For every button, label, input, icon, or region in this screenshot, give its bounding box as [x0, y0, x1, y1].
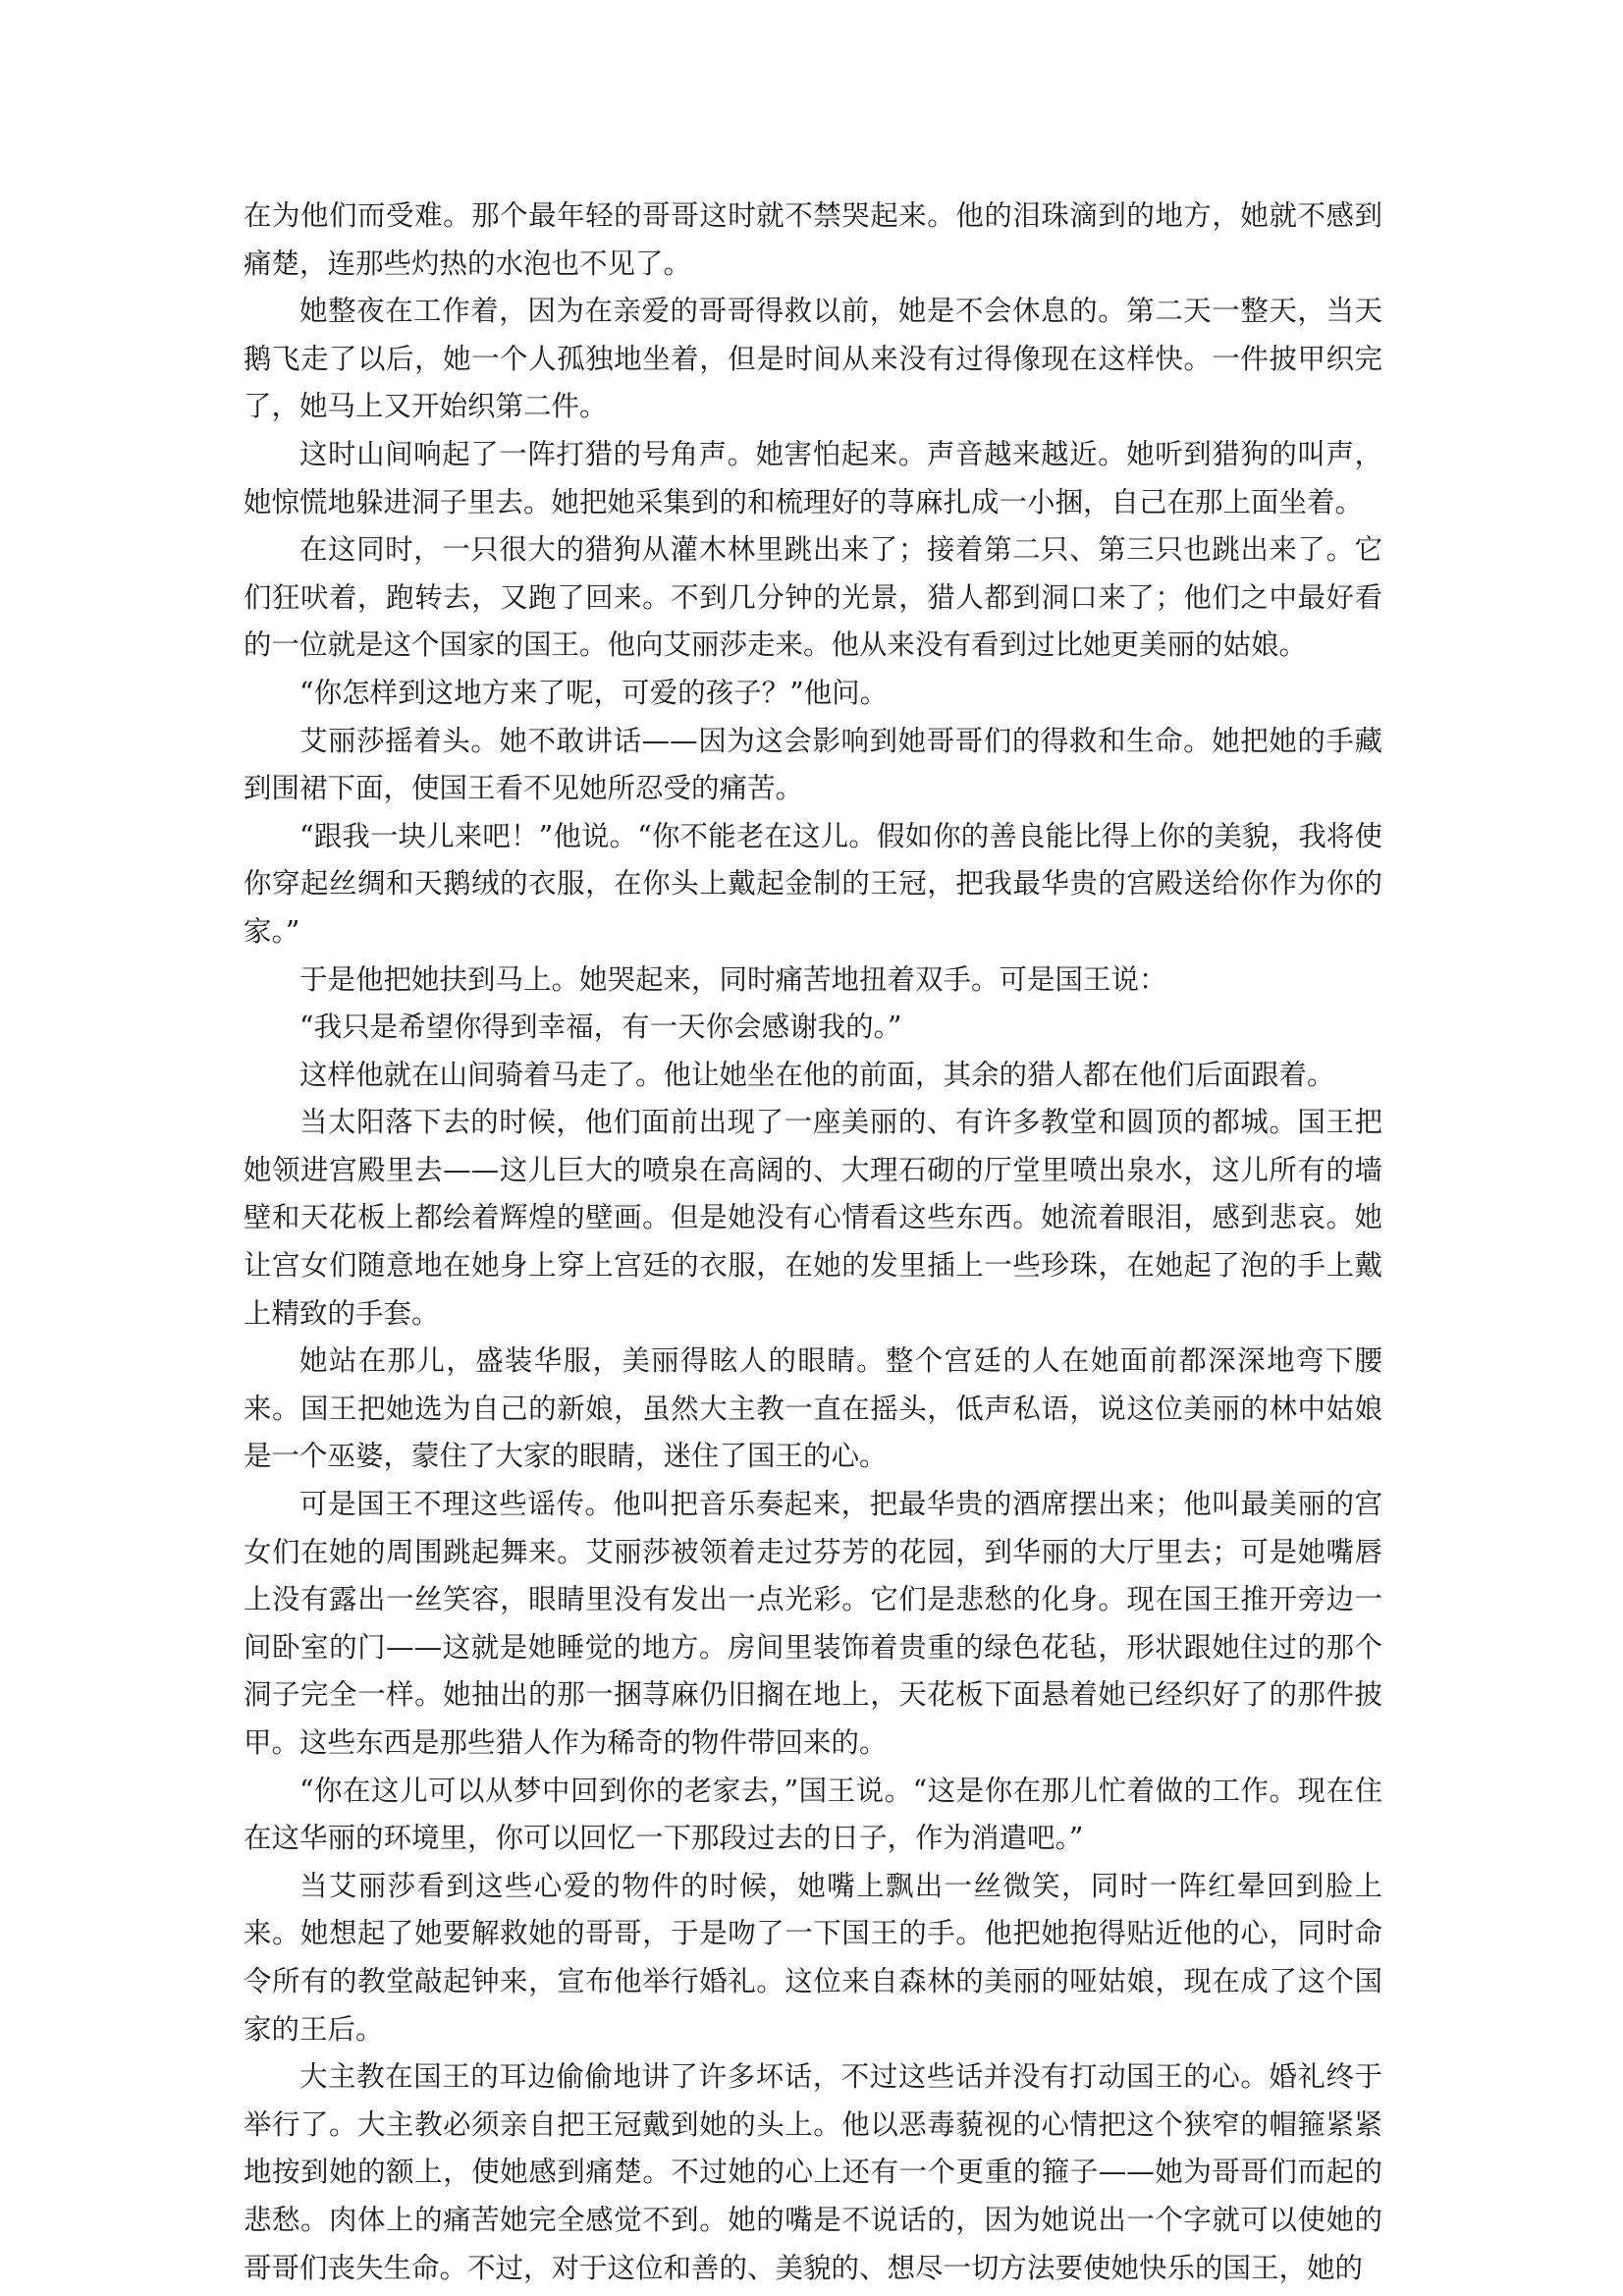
document-page: [243, 192, 1382, 2292]
paragraph-9: “我只是希望你得到幸福，有一天你会感谢我的。”: [299, 1011, 902, 1044]
paragraph-10: 这样他就在山间骑着马走了。他让她坐在他的前面，其余的猎人都在他们后面跟着。: [299, 1058, 1335, 1091]
paragraph-1: 在为他们而受难。那个最年轻的哥哥这时就不禁哭起来。他的泪珠滴到的地方，她就不感到痛楚，连那些灼热的水泡也不见了。: [243, 199, 1382, 280]
paragraph-6: 艾丽莎摇着头。她不敢讲话——因为这会影响到她哥哥们的得救和生命。她把她的手藏到围裙下面，使国王看不见她所忍受的痛苦。: [243, 724, 1382, 805]
paragraph-7: “跟我一块儿来吧！”他说。“你不能老在这儿。假如你的善良能比得上你的美貌，我将使你穿起丝绸和天鹅绒的衣服，在你头上戴起金制的王冠，把我最华贵的宫殿送给你作为你的家。”: [243, 819, 1382, 948]
paragraph-13: 可是国王不理这些谣传。他叫把音乐奏起来，把最华贵的酒席摆出来；他叫最美丽的宫女们在她的周围跳起舞来。艾丽莎被领着走过芬芳的花园，到华丽的大厅里去；可是她嘴唇上没有露出一丝笑容，眼睛里没有发出一点光彩。它们是悲愁的化身。现在国王推开旁边一间卧室的门——这就是她睡觉的地方。房间里装饰着贵重的绿色花毡，形状跟她住过的那个洞子完全一样。她抽出的那一捆荨麻仍旧搁在地上，天花板下面悬着她已经织好了的那件披甲。这些东西是那些猎人作为稀奇的物件带回来的。: [243, 1488, 1382, 1759]
paragraph-12: 她站在那儿，盛装华服，美丽得眩人的眼睛。整个宫廷的人在她面前都深深地弯下腰来。国王把她选为自己的新娘，虽然大主教一直在摇头，低声私语，说这位美丽的林中姑娘是一个巫婆，蒙住了大家的眼睛，迷住了国王的心。: [243, 1344, 1382, 1473]
paragraph-16: 大主教在国王的耳边偷偷地讲了许多坏话，不过这些话并没有打动国王的心。婚礼终于举行了。大主教必须亲自把王冠戴到她的头上。他以恶毒藐视的心情把这个狭窄的帽箍紧紧地按到她的额上，使她感到痛楚。不过她的心上还有一个更重的箍子——她为哥哥们而起的悲愁。肉体上的痛苦她完全感觉不到。她的嘴是不说话的，因为她说出一个字就可以使她的哥哥们丧失生命。不过，对于这位和善的、美貌的、想尽一切方法要使她快乐的国王，她的: [243, 2060, 1382, 2284]
paragraph-15: 当艾丽莎看到这些心爱的物件的时候，她嘴上飘出一丝微笑，同时一阵红晕回到脸上来。她想起了她要解救她的哥哥，于是吻了一下国王的手。他把她抱得贴近他的心，同时命令所有的教堂敲起钟来，宣布他举行婚礼。这位来自森林的美丽的哑姑娘，现在成了这个国家的王后。: [243, 1869, 1382, 2046]
paragraph-3: 这时山间响起了一阵打猎的号角声。她害怕起来。声音越来越近。她听到猎狗的叫声，她惊慌地躲进洞子里去。她把她采集到的和梳理好的荨麻扎成一小捆，自己在那上面坐着。: [243, 437, 1382, 519]
paragraph-8: 于是他把她扶到马上。她哭起来，同时痛苦地扭着双手。可是国王说：: [299, 962, 1167, 996]
paragraph-5: “你怎样到这地方来了呢，可爱的孩子？”他问。: [299, 676, 889, 709]
paragraph-2: 她整夜在工作着，因为在亲爱的哥哥得救以前，她是不会休息的。第二天一整天，当天鹅飞走了以后，她一个人孤独地坐着，但是时间从来没有过得像现在这样快。一件披甲织完了，她马上又开始织第二件。: [243, 295, 1382, 423]
paragraph-11: 当太阳落下去的时候，他们面前出现了一座美丽的、有许多教堂和圆顶的都城。国王把她领进宫殿里去——这儿巨大的喷泉在高阔的、大理石砌的厅堂里喷出泉水，这儿所有的墙壁和天花板上都绘着辉煌的壁画。但是她没有心情看这些东西。她流着眼泪，感到悲哀。她让宫女们随意地在她身上穿上宫廷的衣服，在她的发里插上一些珍珠，在她起了泡的手上戴上精致的手套。: [243, 1106, 1382, 1330]
paragraph-14: “你在这儿可以从梦中回到你的老家去，”国王说。“这是你在那儿忙着做的工作。现在住在这华丽的环境里，你可以回忆一下那段过去的日子，作为消遣吧。”: [243, 1774, 1382, 1855]
paragraph-4: 在这同时，一只很大的猎狗从灌木林里跳出来了；接着第二只、第三只也跳出来了。它们狂吠着，跑转去，又跑了回来。不到几分钟的光景，猎人都到洞口来了；他们之中最好看的一位就是这个国家的国王。他向艾丽莎走来。他从来没有看到过比她更美丽的姑娘。: [243, 533, 1382, 662]
